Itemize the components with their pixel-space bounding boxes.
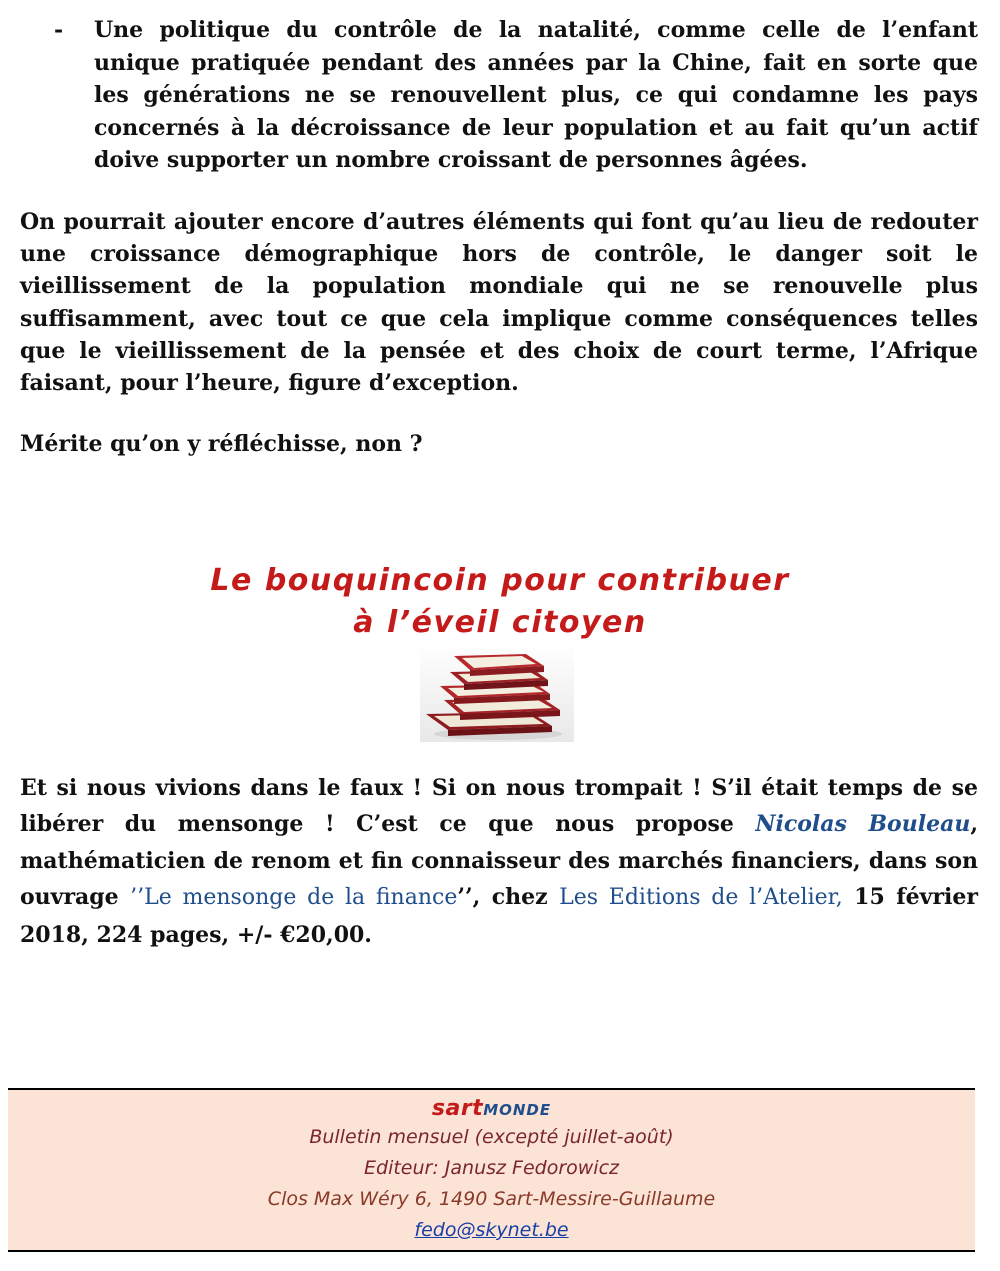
logo-monde: MONDE bbox=[483, 1101, 552, 1119]
publisher-name: Les Editions de l’Atelier, bbox=[559, 885, 843, 911]
footer-line-bulletin: Bulletin mensuel (excepté juillet-août) bbox=[309, 1126, 674, 1148]
footer-line-editor: Editeur: Janusz Fedorowicz bbox=[364, 1157, 619, 1179]
paragraph-aging: On pourrait ajouter encore d’autres éléments qui font qu’au lieu de redouter une croissance démographique hors de contrôle, le danger soit le vieillissement de la population mondiale qui ne se renouvelle plus suffisamment, avec tout ce que cela implique comme conséquences telles que le vieillissement de la pensée et des choix de court terme, l’Afrique faisant, pour l’heure, figure d’exception. bbox=[20, 209, 978, 397]
section-title-line2: à l’éveil citoyen bbox=[353, 605, 647, 640]
review-middle: , mathématicien de renom et fin connaisseur des marchés financiers, dans son ouvrage bbox=[20, 811, 978, 911]
footer-bottom-rule bbox=[8, 1250, 975, 1252]
review-after-title: ’’, chez bbox=[457, 884, 560, 911]
review-tail: 15 février 2018, 224 pages, +/- €20,00. bbox=[20, 884, 978, 948]
paragraph-reflection: Mérite qu’on y réfléchisse, non ? bbox=[20, 431, 423, 457]
footer-line-address: Clos Max Wéry 6, 1490 Sart-Messire-Guillaume bbox=[267, 1188, 716, 1210]
review-intro: Et si nous vivions dans le faux ! Si on nous trompait ! S’il était temps de se libérer du mensonge ! C’est ce que nous propose bbox=[20, 775, 978, 838]
bullet-text: Une politique du contrôle de la natalité, comme celle de l’enfant unique pratiquée pendant des années par la Chine, fait en sorte que les générations ne se renouvellent plus, ce qui condamne les pays concernés à la décroissance de leur population et au fait qu’un actif doive supporter un nombre croissant de personnes âgées. bbox=[94, 17, 978, 173]
book-review-paragraph bbox=[20, 770, 978, 953]
section-title bbox=[0, 560, 1000, 644]
bullet-item bbox=[20, 14, 978, 177]
author-name: Nicolas Bouleau bbox=[755, 811, 971, 838]
book-title: ’’Le mensonge de la finance bbox=[130, 885, 458, 911]
books-stack-icon bbox=[420, 642, 574, 742]
logo-sart: sart bbox=[431, 1096, 484, 1121]
bullet-marker: - bbox=[54, 17, 64, 43]
footer-box bbox=[8, 1090, 975, 1250]
footer-email-link[interactable]: fedo@skynet.be bbox=[414, 1219, 569, 1241]
section-title-line1: Le bouquincoin pour contribuer bbox=[210, 563, 790, 598]
sartmonde-logo bbox=[8, 1096, 975, 1122]
